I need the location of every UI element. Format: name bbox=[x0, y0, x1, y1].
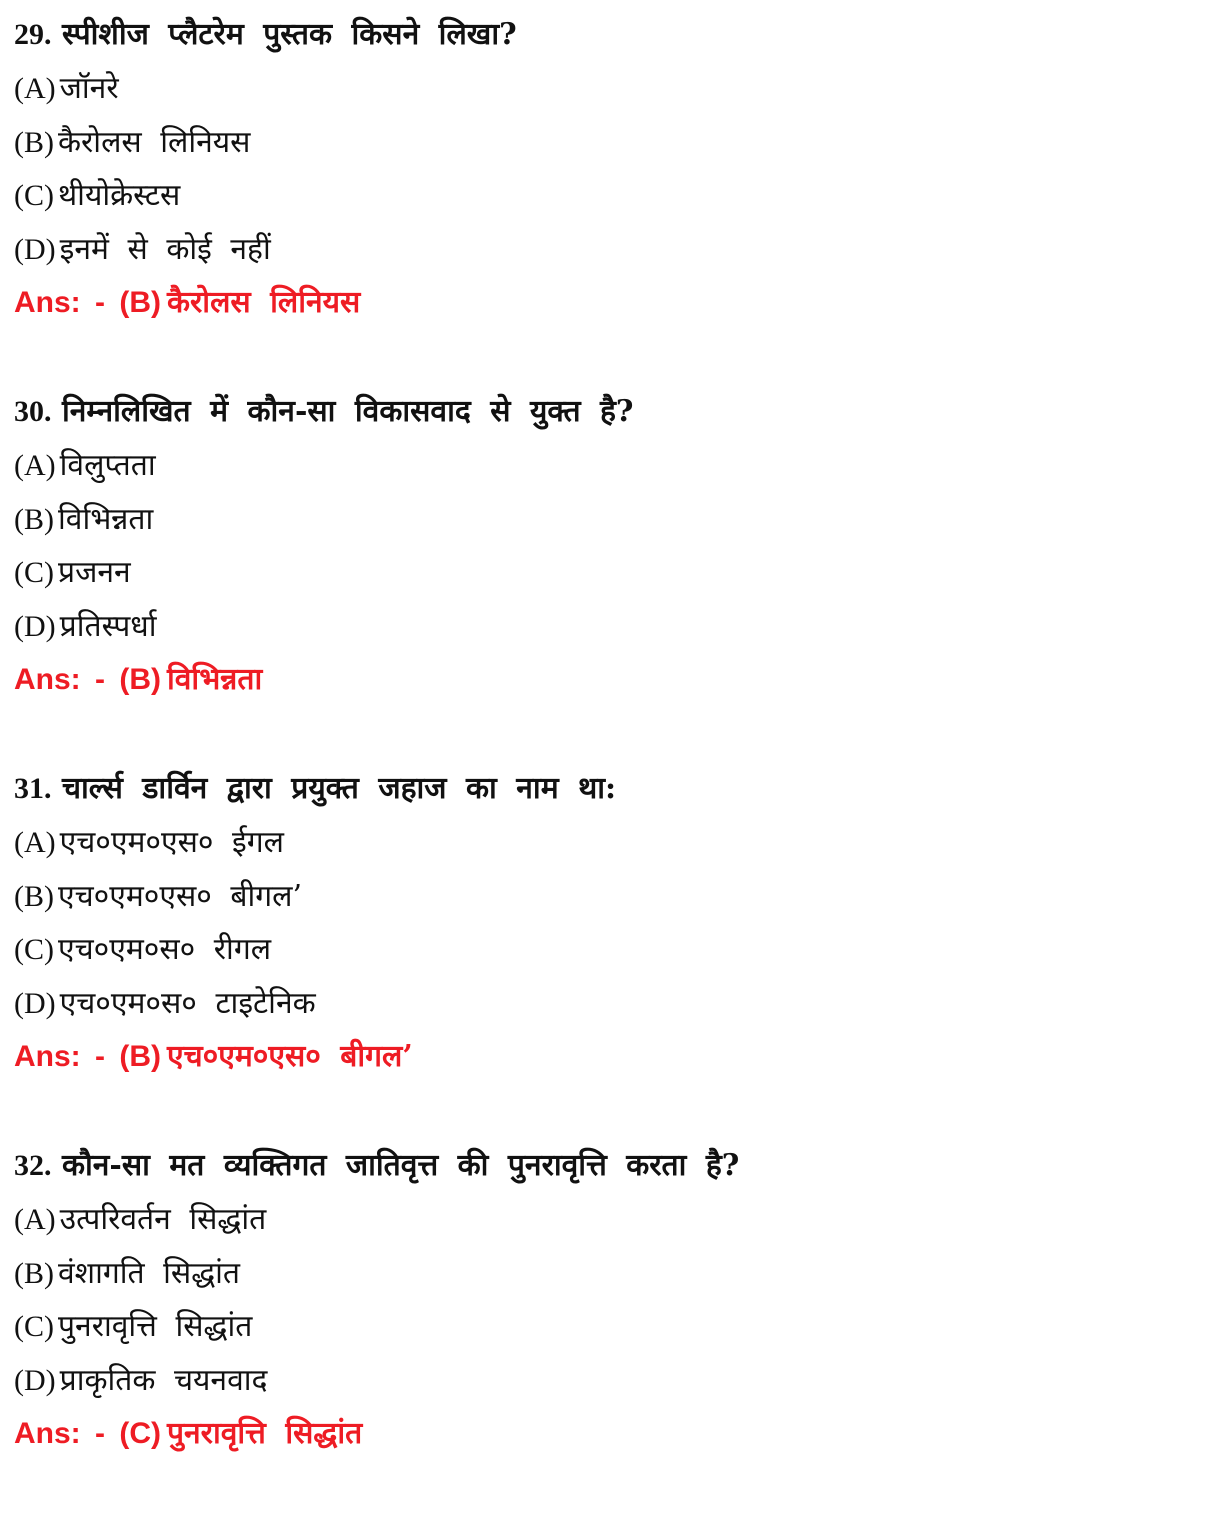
option-b bbox=[14, 116, 1210, 170]
option-a bbox=[14, 62, 1210, 116]
question-text: स्पीशीज प्लैटरेम पुस्तक किसने लिखा? bbox=[61, 17, 517, 52]
option-label: (A) bbox=[14, 826, 56, 859]
answer-prefix: Ans: - (B) bbox=[14, 286, 161, 319]
question-text: चार्ल्स डार्विन द्वारा प्रयुक्त जहाज का नाम था: bbox=[61, 771, 617, 806]
option-c bbox=[14, 546, 1210, 600]
question-block bbox=[14, 1139, 1210, 1461]
question-number: 31. bbox=[14, 772, 52, 805]
option-text: प्रजनन bbox=[58, 555, 131, 590]
option-a bbox=[14, 1193, 1210, 1247]
option-text: उत्परिवर्तन सिद्धांत bbox=[59, 1202, 267, 1237]
option-text: कैरोलस लिनियस bbox=[58, 124, 251, 160]
option-label: (B) bbox=[14, 879, 54, 913]
option-label: (A) bbox=[14, 1203, 56, 1236]
question-text: निम्नलिखित में कौन-सा विकासवाद से युक्त है? bbox=[61, 394, 634, 429]
answer-prefix: Ans: - (B) bbox=[14, 1040, 161, 1073]
option-text: वंशागति सिद्धांत bbox=[58, 1255, 241, 1291]
option-text: विलुप्तता bbox=[59, 448, 156, 483]
answer-line bbox=[14, 1030, 1210, 1084]
option-label: (B) bbox=[14, 1256, 54, 1290]
option-text: एच०एम०एस० ईगल bbox=[59, 825, 284, 860]
option-b bbox=[14, 493, 1210, 547]
option-label: (C) bbox=[14, 1310, 54, 1343]
option-label: (D) bbox=[14, 1363, 56, 1397]
question-block bbox=[14, 385, 1210, 707]
answer-line bbox=[14, 1407, 1210, 1461]
option-text: थीयोक्रेस्टस bbox=[58, 178, 181, 213]
question-number: 30. bbox=[14, 395, 52, 428]
answer-text: एच०एम०एस० बीगल’ bbox=[166, 1039, 413, 1074]
option-text: विभिन्नता bbox=[58, 501, 154, 537]
answer-text: पुनरावृत्ति सिद्धांत bbox=[166, 1416, 363, 1451]
option-text: जॉनरे bbox=[59, 71, 119, 106]
option-label: (B) bbox=[14, 502, 54, 536]
option-c bbox=[14, 169, 1210, 223]
question-block bbox=[14, 8, 1210, 330]
option-label: (D) bbox=[14, 609, 56, 643]
option-label: (D) bbox=[14, 232, 56, 266]
option-d bbox=[14, 977, 1210, 1031]
option-d bbox=[14, 600, 1210, 654]
option-text: एच०एम०एस० बीगल’ bbox=[58, 878, 303, 914]
option-a bbox=[14, 439, 1210, 493]
option-b bbox=[14, 1247, 1210, 1301]
answer-text: कैरोलस लिनियस bbox=[166, 285, 361, 320]
option-text: प्रतिस्पर्धा bbox=[59, 608, 157, 644]
option-label: (C) bbox=[14, 933, 54, 966]
option-a bbox=[14, 816, 1210, 870]
option-text: पुनरावृत्ति सिद्धांत bbox=[58, 1309, 253, 1344]
question-heading bbox=[14, 762, 1210, 816]
question-heading bbox=[14, 385, 1210, 439]
question-page bbox=[14, 8, 1210, 1516]
option-label: (A) bbox=[14, 72, 56, 105]
option-d bbox=[14, 1354, 1210, 1408]
answer-line bbox=[14, 276, 1210, 330]
option-text: एच०एम०स० रीगल bbox=[58, 932, 272, 967]
option-d bbox=[14, 223, 1210, 277]
option-label: (D) bbox=[14, 986, 56, 1020]
option-c bbox=[14, 1300, 1210, 1354]
option-b bbox=[14, 870, 1210, 924]
option-text: एच०एम०स० टाइटेनिक bbox=[59, 985, 316, 1021]
option-label: (C) bbox=[14, 179, 54, 212]
question-heading bbox=[14, 8, 1210, 62]
question-text: कौन-सा मत व्यक्तिगत जातिवृत्त की पुनरावृत्ति करता है? bbox=[61, 1148, 740, 1183]
option-label: (C) bbox=[14, 556, 54, 589]
answer-prefix: Ans: - (C) bbox=[14, 1417, 161, 1450]
option-text: प्राकृतिक चयनवाद bbox=[59, 1362, 268, 1398]
answer-text: विभिन्नता bbox=[166, 662, 263, 697]
answer-line bbox=[14, 653, 1210, 707]
question-heading bbox=[14, 1139, 1210, 1193]
question-number: 29. bbox=[14, 18, 52, 51]
option-text: इनमें से कोई नहीं bbox=[59, 231, 271, 267]
option-label: (A) bbox=[14, 449, 56, 482]
option-label: (B) bbox=[14, 125, 54, 159]
question-number: 32. bbox=[14, 1149, 52, 1182]
answer-prefix: Ans: - (B) bbox=[14, 663, 161, 696]
option-c bbox=[14, 923, 1210, 977]
question-block bbox=[14, 762, 1210, 1084]
